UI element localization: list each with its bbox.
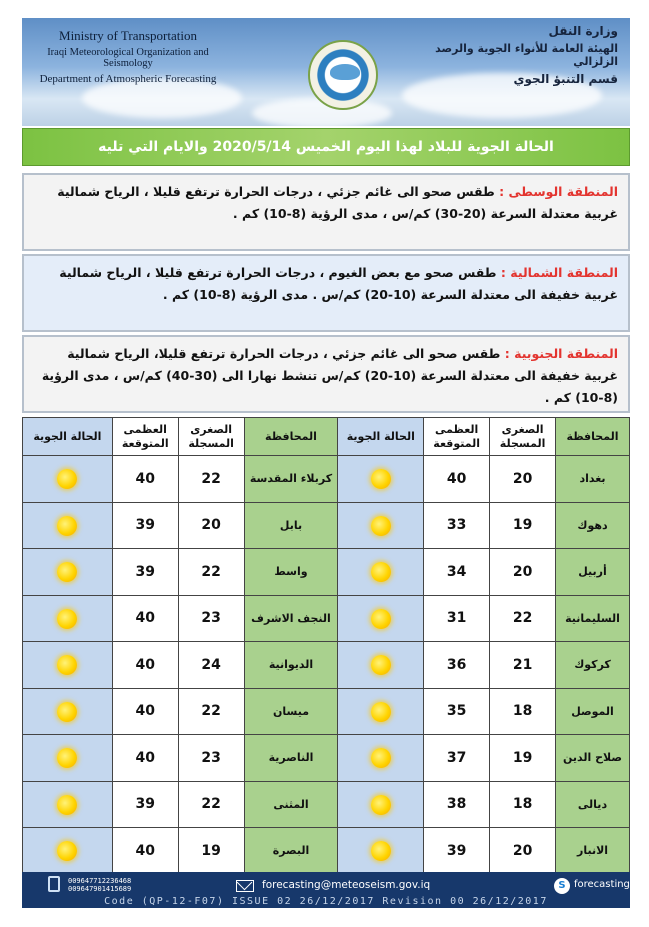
weather-cell-right <box>338 688 424 735</box>
min-temp-left: 22 <box>178 688 244 735</box>
max-temp-left: 40 <box>112 595 178 642</box>
organization-logo <box>308 40 378 110</box>
sun-icon <box>57 841 77 861</box>
weather-cell-left <box>23 781 113 828</box>
min-temp-left: 23 <box>178 735 244 782</box>
min-temp-right: 18 <box>490 781 556 828</box>
governorate-left: ميسان <box>244 688 338 735</box>
weather-cell-right <box>338 735 424 782</box>
min-temp-right: 18 <box>490 688 556 735</box>
max-temp-left: 40 <box>112 688 178 735</box>
governorate-left: كربلاء المقدسة <box>244 456 338 503</box>
document-code: Code (QP-12-F07) ISSUE 02 26/12/2017 Revision 00 26/12/2017 <box>104 896 548 907</box>
governorate-left: النجف الاشرف <box>244 595 338 642</box>
phone-icon <box>48 876 60 892</box>
max-temp-right: 34 <box>424 549 490 596</box>
department-name-en: Department of Atmospheric Forecasting <box>39 73 217 85</box>
weather-cell-left <box>23 595 113 642</box>
max-temp-left: 40 <box>112 456 178 503</box>
max-temp-left: 40 <box>112 735 178 782</box>
region-description: طقس صحو الى غائم جزئي ، درجات الحرارة ترتفع قليلا ، الرياح شمالية غربية معتدلة السرعة (20-30) كم/س ، مدى الرؤية (8-10) كم . <box>57 184 618 221</box>
governorate-right: أربيل <box>556 549 630 596</box>
header-min-right: الصغرى المسجلة <box>490 418 556 456</box>
min-temp-right: 19 <box>490 502 556 549</box>
phone-number: 009647901415689 <box>68 885 132 893</box>
phone-numbers <box>68 877 131 893</box>
max-temp-right: 37 <box>424 735 490 782</box>
region-name: المنطقة الوسطى : <box>499 184 618 199</box>
governorate-right: السليمانية <box>556 595 630 642</box>
max-temp-left: 39 <box>112 549 178 596</box>
header-arabic <box>408 24 618 86</box>
sun-icon <box>57 469 77 489</box>
header-max-right: العظمى المتوقعة <box>424 418 490 456</box>
header-weather-left: الحالة الجوية <box>23 418 113 456</box>
governorate-right: بغداد <box>556 456 630 503</box>
table-row <box>23 828 630 875</box>
weather-cell-right <box>338 549 424 596</box>
sun-icon <box>371 748 391 768</box>
table-header-row <box>23 418 630 456</box>
table-row <box>23 781 630 828</box>
min-temp-left: 19 <box>178 828 244 875</box>
sun-icon <box>371 655 391 675</box>
sun-icon <box>57 655 77 675</box>
sun-icon <box>57 748 77 768</box>
weather-cell-right <box>338 828 424 875</box>
governorate-right: الانبار <box>556 828 630 875</box>
governorate-right: كركوك <box>556 642 630 689</box>
email-icon <box>236 880 254 892</box>
weather-cell-right <box>338 595 424 642</box>
max-temp-right: 35 <box>424 688 490 735</box>
region-north <box>22 254 630 332</box>
header-governorate-right: المحافظة <box>556 418 630 456</box>
region-central <box>22 173 630 251</box>
weather-cell-left <box>23 456 113 503</box>
governorate-left: بابل <box>244 502 338 549</box>
region-description: طقس صحو مع بعض الغيوم ، درجات الحرارة ترتفع قليلا ، الرياح شمالية غربية خفيفة الى معتدلة السرعة (10-20) كم/س . مدى الرؤية (8-10) كم . <box>59 265 618 302</box>
table-row <box>23 688 630 735</box>
sun-icon <box>57 702 77 722</box>
sun-icon <box>371 702 391 722</box>
min-temp-left: 22 <box>178 781 244 828</box>
max-temp-left: 40 <box>112 642 178 689</box>
weather-cell-right <box>338 502 424 549</box>
min-temp-left: 24 <box>178 642 244 689</box>
max-temp-left: 39 <box>112 781 178 828</box>
max-temp-right: 40 <box>424 456 490 503</box>
sun-icon <box>371 795 391 815</box>
sun-icon <box>371 516 391 536</box>
organization-name-en: Iraqi Meteorological Organization and Seismology <box>47 47 209 69</box>
phone-number: 009647712236468 <box>68 877 132 885</box>
email-address[interactable]: forecasting@meteoseism.gov.iq <box>262 879 431 891</box>
governorate-left: واسط <box>244 549 338 596</box>
table-row <box>23 642 630 689</box>
max-temp-right: 38 <box>424 781 490 828</box>
header-english <box>28 28 228 85</box>
sun-icon <box>371 609 391 629</box>
weather-cell-right <box>338 642 424 689</box>
governorate-left: البصرة <box>244 828 338 875</box>
logo-emblem <box>330 64 360 80</box>
department-name-ar: قسم التنبؤ الجوي <box>513 72 618 86</box>
sun-icon <box>57 795 77 815</box>
ministry-name-en: Ministry of Transportation <box>59 28 197 43</box>
region-description: طقس صحو الى غائم جزئي ، درجات الحرارة ترتفع قليلا، الرياح شمالية غربية خفيفة الى معتدلة السرعة (10-20) كم/س تنشط نهارا الى (30-40) كم/س ، مدى الرؤية (8-10) كم . <box>41 346 618 405</box>
min-temp-right: 20 <box>490 828 556 875</box>
weather-cell-right <box>338 781 424 828</box>
max-temp-right: 36 <box>424 642 490 689</box>
table-row <box>23 456 630 503</box>
max-temp-right: 39 <box>424 828 490 875</box>
ministry-name-ar: وزارة النقل <box>548 24 618 38</box>
footer-bar <box>22 872 630 908</box>
header-governorate-left: المحافظة <box>244 418 338 456</box>
governorate-right: دهوك <box>556 502 630 549</box>
weather-cell-right <box>338 456 424 503</box>
weather-cell-left <box>23 549 113 596</box>
governorate-right: الموصل <box>556 688 630 735</box>
organization-name-ar: الهيئة العامة للأنواء الجوية والرصد الزلزالي <box>435 42 618 68</box>
skype-handle[interactable]: forecasting <box>574 879 630 890</box>
header-weather-right: الحالة الجوية <box>338 418 424 456</box>
min-temp-right: 19 <box>490 735 556 782</box>
max-temp-right: 31 <box>424 595 490 642</box>
min-temp-right: 21 <box>490 642 556 689</box>
min-temp-left: 23 <box>178 595 244 642</box>
sun-icon <box>57 609 77 629</box>
governorate-left: الديوانية <box>244 642 338 689</box>
governorate-left: المثنى <box>244 781 338 828</box>
forecast-title: الحالة الجوية للبلاد لهذا اليوم الخميس 2020/5/14 والايام التي تليه <box>98 139 554 155</box>
header-banner <box>22 18 630 126</box>
weather-cell-left <box>23 642 113 689</box>
sun-icon <box>371 841 391 861</box>
region-forecast-text <box>34 181 618 225</box>
table-row <box>23 595 630 642</box>
min-temp-right: 22 <box>490 595 556 642</box>
governorate-left: الناصرية <box>244 735 338 782</box>
sun-icon <box>57 562 77 582</box>
header-max-left: العظمى المتوقعة <box>112 418 178 456</box>
weather-cell-left <box>23 502 113 549</box>
table-row <box>23 549 630 596</box>
governorate-right: صلاح الدين <box>556 735 630 782</box>
region-name: المنطقة الجنوبية : <box>504 346 618 361</box>
max-temp-left: 40 <box>112 828 178 875</box>
region-forecast-text <box>34 262 618 306</box>
sun-icon <box>57 516 77 536</box>
weather-cell-left <box>23 688 113 735</box>
sun-icon <box>371 562 391 582</box>
weather-cell-left <box>23 735 113 782</box>
min-temp-left: 22 <box>178 456 244 503</box>
min-temp-right: 20 <box>490 456 556 503</box>
min-temp-left: 22 <box>178 549 244 596</box>
region-forecast-text <box>34 343 618 409</box>
governorate-right: ديالى <box>556 781 630 828</box>
max-temp-right: 33 <box>424 502 490 549</box>
governorate-forecast-table <box>22 417 630 875</box>
sun-icon <box>371 469 391 489</box>
skype-icon: S <box>554 878 570 894</box>
table-row <box>23 502 630 549</box>
weather-cell-left <box>23 828 113 875</box>
header-min-left: الصغرى المسجلة <box>178 418 244 456</box>
table-row <box>23 735 630 782</box>
max-temp-left: 39 <box>112 502 178 549</box>
forecast-title-bar <box>22 128 630 166</box>
region-south <box>22 335 630 413</box>
region-name: المنطقة الشمالية : <box>500 265 618 280</box>
min-temp-left: 20 <box>178 502 244 549</box>
min-temp-right: 20 <box>490 549 556 596</box>
